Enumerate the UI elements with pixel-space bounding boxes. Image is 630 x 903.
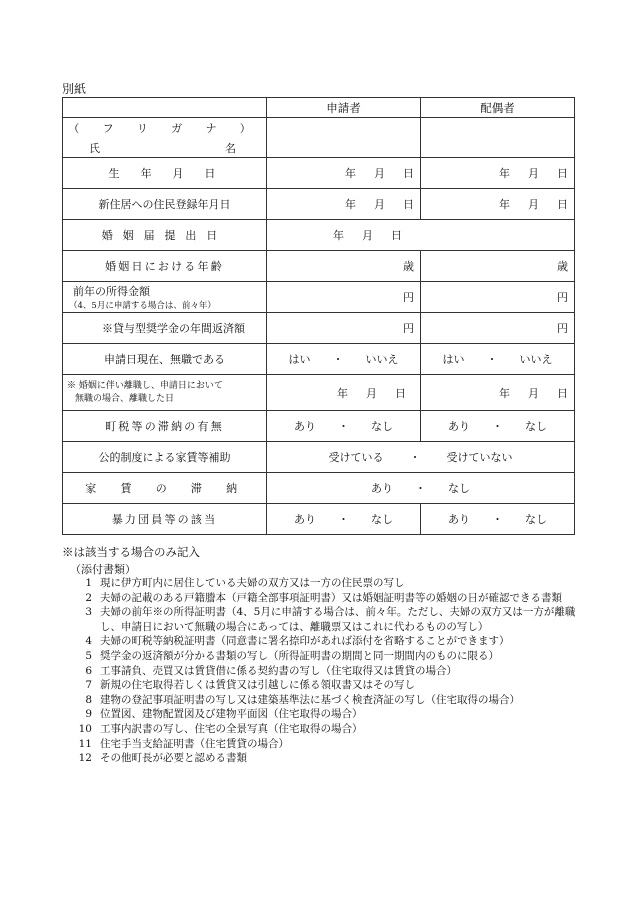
attachment-number: 9 bbox=[85, 708, 92, 721]
applicant-income-field[interactable]: 円 bbox=[267, 282, 421, 313]
application-form-table bbox=[62, 97, 575, 535]
attachment-text: 夫婦の前年※の所得証明書（4、5月に申請する場合は、前々年。ただし、夫婦の双方又は一方が離職し、申請日において無職の場合にあっては、離職票又はこれに代わるものの写し） bbox=[100, 606, 576, 633]
attachment-item bbox=[62, 678, 582, 693]
attachment-number: 3 bbox=[85, 606, 92, 619]
attachment-item bbox=[62, 664, 582, 679]
subsidy-label: 公的制度による家賃等補助 bbox=[63, 442, 267, 473]
income-label bbox=[63, 282, 267, 313]
attachment-item bbox=[62, 576, 582, 591]
attachment-text: 夫婦の町税等納税証明書（同意書に署名捺印があれば添付を省略することができます） bbox=[100, 635, 510, 648]
applicant-residence-field[interactable]: 年 月 日 bbox=[267, 189, 421, 220]
resign-label-line1: ※ 婚姻に伴い離職し、申請日において bbox=[67, 380, 223, 391]
attachment-text: 位置図、建物配置図及び建物平面図（住宅取得の場合） bbox=[100, 708, 363, 721]
header-blank bbox=[63, 98, 267, 118]
attachment-number: 11 bbox=[78, 737, 92, 750]
marriage-filing-field[interactable]: 年 月 日 bbox=[267, 220, 575, 251]
attachments-list bbox=[62, 576, 582, 766]
name-label-left: 氏 bbox=[89, 141, 100, 155]
spouse-gang-choice[interactable]: あり ・ なし bbox=[421, 504, 575, 535]
footnote: ※は該当する場合のみ記入 bbox=[62, 545, 200, 559]
gang-label: 暴力団員等の該当 bbox=[63, 504, 267, 535]
applicant-age-field[interactable]: 歳 bbox=[267, 251, 421, 282]
attachment-text: その他町長が必要と認める書類 bbox=[100, 752, 247, 765]
page-label: 別紙 bbox=[62, 82, 87, 96]
row-birth bbox=[63, 158, 575, 189]
unemployed-label: 申請日現在、無職である bbox=[63, 344, 267, 375]
row-rent bbox=[63, 473, 575, 504]
row-resign bbox=[63, 375, 575, 411]
name-label-right: 名 bbox=[225, 141, 236, 155]
row-subsidy bbox=[63, 442, 575, 473]
spouse-resign-field[interactable]: 年 月 日 bbox=[421, 375, 575, 411]
attachment-number: 2 bbox=[85, 591, 92, 604]
income-label-main: 前年の所得金額 bbox=[73, 285, 150, 298]
attachment-number: 5 bbox=[85, 649, 92, 662]
marriage-filing-label: 婚姻届提出日 bbox=[63, 220, 267, 251]
attachment-text: 住宅手当支給証明書（住宅賃貸の場合） bbox=[100, 737, 289, 750]
attachment-number: 1 bbox=[85, 577, 92, 589]
attachment-text: 夫婦の記載のある戸籍謄本（戸籍全部事項証明書）又は婚姻証明書等の婚姻の日が確認できる書類 bbox=[100, 591, 562, 604]
rent-label: 家 賃 の 滞 納 bbox=[63, 473, 267, 504]
attachments-title: （添付書類） bbox=[70, 563, 136, 576]
row-gang bbox=[63, 504, 575, 535]
header-row bbox=[63, 98, 575, 118]
income-label-sub: （4、5月に申請する場合は、前々年） bbox=[69, 301, 216, 311]
applicant-resign-field[interactable]: 年 月 日 bbox=[267, 375, 421, 411]
attachment-number: 4 bbox=[85, 635, 92, 648]
spouse-birth-field[interactable]: 年 月 日 bbox=[421, 158, 575, 189]
spouse-scholarship-field[interactable]: 円 bbox=[421, 313, 575, 344]
applicant-scholarship-field[interactable]: 円 bbox=[267, 313, 421, 344]
spouse-income-field[interactable]: 円 bbox=[421, 282, 575, 313]
row-unemployed bbox=[63, 344, 575, 375]
applicant-tax-choice[interactable]: あり ・ なし bbox=[267, 411, 421, 442]
row-income bbox=[63, 282, 575, 313]
row-residence bbox=[63, 189, 575, 220]
row-age bbox=[63, 251, 575, 282]
attachment-item bbox=[62, 591, 582, 606]
residence-label: 新住居への住民登録年月日 bbox=[63, 189, 267, 220]
applicant-unemployed-choice[interactable]: はい ・ いいえ bbox=[267, 344, 421, 375]
row-name bbox=[63, 118, 575, 158]
attachment-text: 建物の登記事項証明書の写し又は建築基準法に基づく検査済証の写し（住宅取得の場合） bbox=[100, 693, 520, 706]
tax-label: 町税等の滞納の有無 bbox=[63, 411, 267, 442]
attachment-text: 奨学金の返済額が分かる書類の写し（所得証明書の期間と同一期間内のものに限る） bbox=[100, 649, 499, 662]
attachment-text: 現に伊方町内に居住している夫婦の双方又は一方の住民票の写し bbox=[100, 577, 405, 589]
attachment-number: 6 bbox=[85, 664, 92, 677]
row-marriage-filing bbox=[63, 220, 575, 251]
attachment-text: 工事内訳書の写し、住宅の全景写真（住宅取得の場合） bbox=[100, 722, 363, 735]
applicant-gang-choice[interactable]: あり ・ なし bbox=[267, 504, 421, 535]
birth-label: 生 年 月 日 bbox=[63, 158, 267, 189]
attachment-text: 工事請負、売買又は賃貸借に係る契約書の写し（住宅取得又は賃貸の場合） bbox=[100, 664, 457, 677]
name-label bbox=[63, 118, 267, 158]
attachment-text: 新規の住宅取得若しくは賃貸又は引越しに係る領収書又はその写し bbox=[100, 679, 415, 692]
spouse-age-field[interactable]: 歳 bbox=[421, 251, 575, 282]
attachment-item bbox=[62, 707, 582, 722]
row-scholarship bbox=[63, 313, 575, 344]
attachment-item bbox=[62, 605, 582, 634]
age-label: 婚姻日における年齢 bbox=[63, 251, 267, 282]
attachment-number: 10 bbox=[78, 722, 92, 735]
furigana-label: （ フ リ ガ ナ ） bbox=[68, 121, 261, 135]
attachment-number: 8 bbox=[85, 693, 92, 706]
applicant-name-field[interactable] bbox=[267, 118, 421, 158]
attachment-item bbox=[62, 649, 582, 664]
spouse-tax-choice[interactable]: あり ・ なし bbox=[421, 411, 575, 442]
subsidy-choice[interactable]: 受けている ・ 受けていない bbox=[267, 442, 575, 473]
attachment-item bbox=[62, 722, 582, 737]
header-applicant: 申請者 bbox=[267, 98, 421, 118]
attachment-item bbox=[62, 693, 582, 708]
spouse-unemployed-choice[interactable]: はい ・ いいえ bbox=[421, 344, 575, 375]
spouse-name-field[interactable] bbox=[421, 118, 575, 158]
spouse-residence-field[interactable]: 年 月 日 bbox=[421, 189, 575, 220]
applicant-birth-field[interactable]: 年 月 日 bbox=[267, 158, 421, 189]
attachment-item bbox=[62, 737, 582, 752]
resign-label-line2: 無職の場合、離職した日 bbox=[75, 393, 175, 404]
attachment-item bbox=[62, 634, 582, 649]
attachment-item bbox=[62, 751, 582, 766]
attachment-number: 12 bbox=[78, 752, 92, 765]
attachment-number: 7 bbox=[85, 679, 92, 692]
scholarship-label: ※貸与型奨学金の年間返済額 bbox=[63, 313, 267, 344]
rent-choice[interactable]: あり ・ なし bbox=[267, 473, 575, 504]
row-tax bbox=[63, 411, 575, 442]
resign-label bbox=[63, 375, 267, 411]
header-spouse: 配偶者 bbox=[421, 98, 575, 118]
